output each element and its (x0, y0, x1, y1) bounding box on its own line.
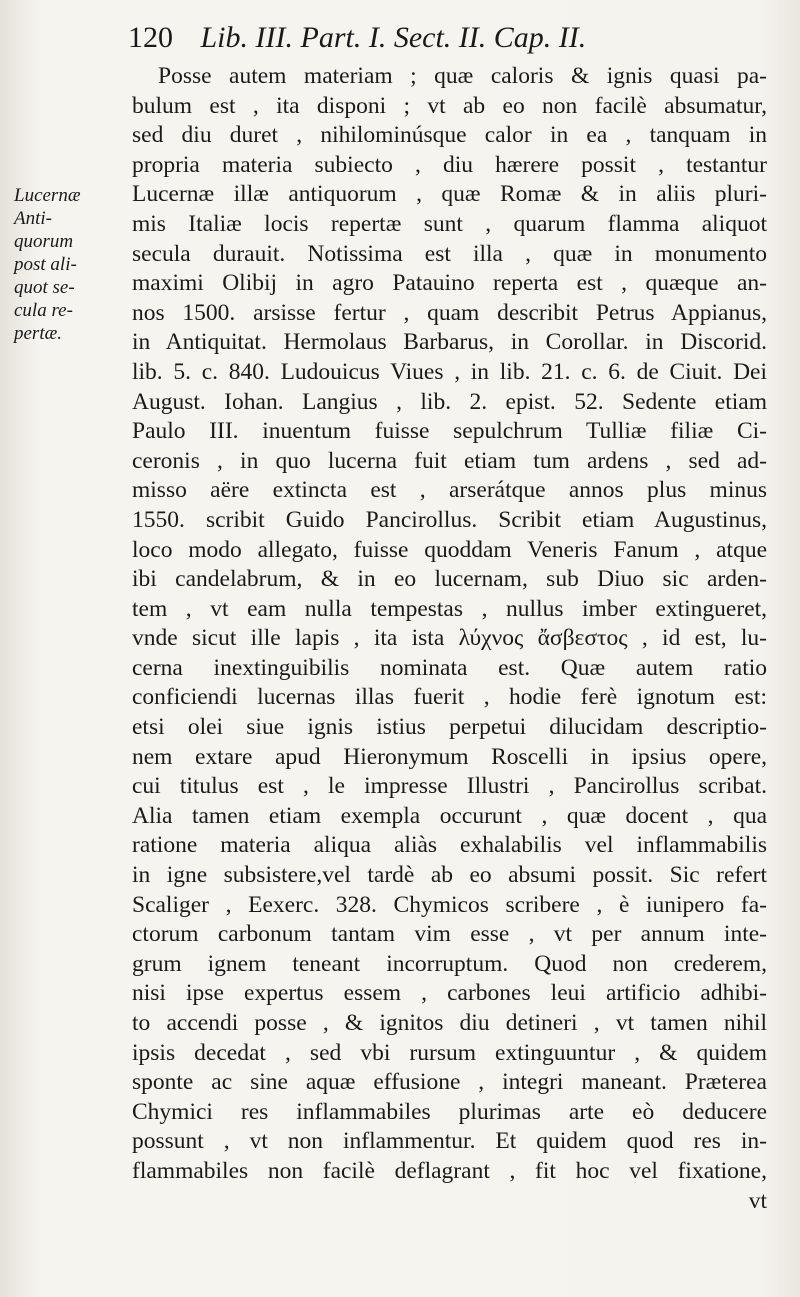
text-line: Paulo III. inuentum fuisse sepulchrum Tulliæ filiæ Ci- (132, 418, 767, 445)
text-line: bulum est , ita disponi ; vt ab eo non facilè absumatur, (132, 92, 767, 119)
text-line: flammabiles non facilè deflagrant , fit hoc vel fixatione, (132, 1157, 767, 1184)
text-line: vnde sicut ille lapis , ita ista λύχνος ἄσβεστος , id est, lu- (132, 625, 767, 652)
page-number: 120 (128, 21, 173, 54)
text-line: in Antiquitat. Hermolaus Barbarus, in Corollar. in Discorid. (132, 329, 767, 356)
text-line: 1550. scribit Guido Pancirollus. Scribit etiam Augustinus, (132, 506, 767, 533)
text-line: Scaliger , Eexerc. 328. Chymicos scribere , è iunipero fa- (132, 891, 767, 918)
text-line: cerna inextinguibilis nominata est. Quæ autem ratio (132, 654, 767, 681)
text-line: Alia tamen etiam exempla occurunt , quæ docent , qua (132, 802, 767, 829)
text-line: secula durauit. Notissima est illa , quæ in monumento (132, 240, 767, 267)
text-line: mis Italiæ locis repertæ sunt , quarum flamma aliquot (132, 210, 767, 237)
margin-note-line: cula re- (14, 300, 73, 321)
text-line: ceronis , in quo lucerna fuit etiam tum ardens , sed ad- (132, 447, 767, 474)
text-line: sponte ac sine aquæ effusione , integri maneant. Præterea (132, 1069, 767, 1096)
text-line: Posse autem materiam ; quæ caloris & ignis quasi pa- (158, 63, 767, 89)
text-line: nisi ipse expertus essem , carbones leui artificio adhibi- (132, 980, 767, 1007)
text-line: lib. 5. c. 840. Ludouicus Viues , in lib. 21. c. 6. de Ciuit. Dei (132, 358, 767, 385)
marginal-note (14, 184, 124, 345)
text-line: ratione materia aliqua aliàs exhalabilis vel inflammabilis (132, 832, 767, 859)
text-line: ctorum carbonum tantam vim esse , vt per annum inte- (132, 921, 767, 948)
text-line: etsi olei siue ignis istius perpetui dilucidam descriptio- (132, 714, 767, 741)
text-line: sed diu duret , nihilominúsque calor in ea , tanquam in (132, 122, 767, 149)
text-line: tem , vt eam nulla tempestas , nullus imber extingueret, (132, 595, 767, 622)
text-line: ipsis decedat , sed vbi rursum extinguuntur , & quidem (132, 1039, 767, 1066)
text-line: loco modo allegato, fuisse quoddam Veneris Fanum , atque (132, 536, 767, 563)
text-line: conficiendi lucernas illas fuerit , hodie ferè ignotum est: (132, 684, 767, 711)
main-text-block (132, 62, 767, 1216)
text-line: vt (748, 1187, 767, 1214)
running-header (128, 18, 728, 58)
text-line: Lucernæ illæ antiquorum , quæ Romæ & in aliis pluri- (132, 181, 767, 208)
running-title: Lib. III. Part. I. Sect. II. Cap. II. (200, 21, 587, 54)
text-line: cui titulus est , le impresse Illustri , Pancirollus scribat. (132, 773, 767, 800)
margin-note-line: post ali- (14, 254, 77, 275)
text-line: possunt , vt non inflammentur. Et quidem quod res in- (132, 1128, 767, 1155)
margin-note-line: pertæ. (14, 323, 63, 344)
text-line: misso aëre extincta est , arserátque annos plus minus (132, 477, 767, 504)
text-line: propria materia subiecto , diu hærere possit , testantur (132, 151, 767, 178)
text-line: nos 1500. arsisse fertur , quam describit Petrus Appianus, (132, 299, 767, 326)
text-line: grum ignem teneant incorruptum. Quod non crederem, (132, 950, 767, 977)
text-line: to accendi posse , & ignitos diu detineri , vt tamen nihil (132, 1010, 767, 1036)
margin-note-line: quot se- (14, 277, 75, 298)
text-line: maximi Olibij in agro Patauino reperta est , quæque an- (132, 270, 767, 297)
text-line: August. Iohan. Langius , lib. 2. epist. 52. Sedente etiam (132, 388, 767, 415)
margin-note-line: Anti- (14, 208, 52, 229)
margin-note-line: Lucernæ (14, 185, 81, 206)
text-line: nem extare apud Hieronymum Roscelli in ipsius opere, (132, 743, 767, 770)
text-line: in igne subsistere,vel tardè ab eo absumi possit. Sic refert (132, 862, 767, 889)
margin-note-line: quorum (14, 231, 74, 252)
text-line: ibi candelabrum, & in eo lucernam, sub Diuo sic arden- (132, 566, 767, 593)
text-line: Chymici res inflammabiles plurimas arte eò deducere (132, 1098, 767, 1125)
